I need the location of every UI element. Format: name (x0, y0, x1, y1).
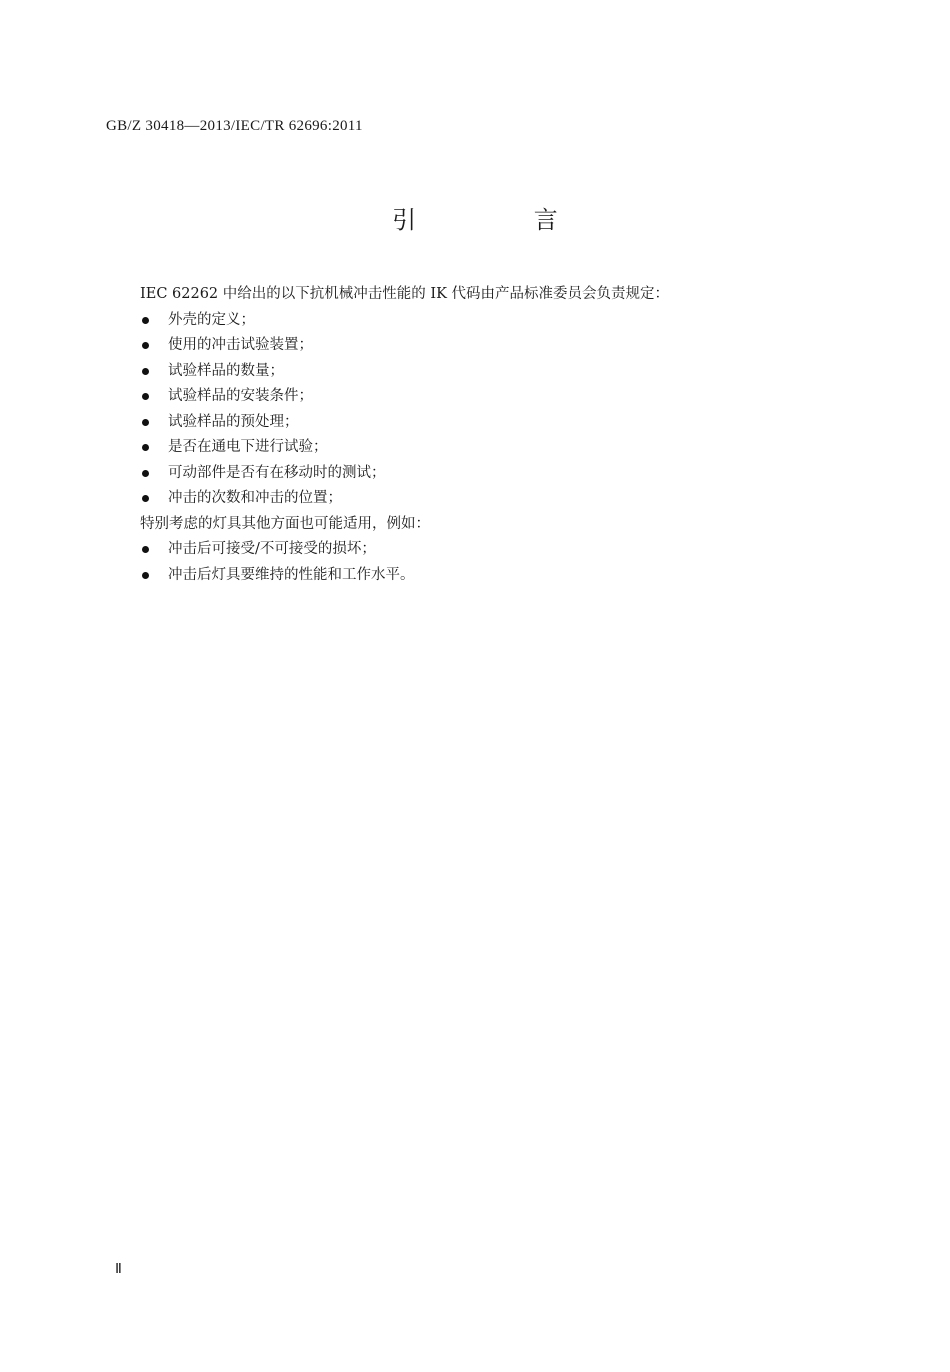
luminaire-aspects-list (140, 537, 780, 588)
document-code-header: GB/Z 30418—2013/IEC/TR 62696:2011 (106, 118, 363, 134)
list-item-text: 冲击后可接受/不可接受的损坏； (168, 541, 376, 557)
bullet-icon (142, 495, 149, 502)
section-title: 引 言 (392, 206, 613, 234)
list-item-text: 是否在通电下进行试验； (168, 439, 328, 455)
intro-paragraph: IEC 62262 中给出的以下抗机械冲击性能的 IK 代码由产品标准委员会负责规定： (140, 286, 670, 302)
list-item (140, 563, 780, 589)
list-item (140, 359, 780, 385)
luminaire-aspects-paragraph: 特别考虑的灯具其他方面也可能适用，例如： (140, 515, 430, 532)
bullet-icon (142, 317, 149, 324)
list-item-text: 试验样品的预处理； (168, 413, 299, 430)
bullet-icon (142, 368, 149, 375)
list-item (140, 461, 780, 487)
ik-code-requirements-list (140, 308, 780, 512)
page-number: Ⅱ (115, 1262, 122, 1277)
bullet-icon (142, 546, 149, 553)
list-item-text: 外壳的定义； (168, 311, 255, 328)
list-item-text: 冲击的次数和冲击的位置； (168, 490, 342, 506)
list-item-text: 试验样品的安装条件； (168, 388, 313, 404)
bullet-icon (142, 393, 149, 400)
section-body (140, 282, 780, 588)
bullet-icon (142, 419, 149, 426)
bullet-icon (142, 572, 149, 579)
list-item-text: 冲击后灯具要维持的性能和工作水平。 (168, 566, 415, 583)
list-item (140, 537, 780, 563)
list-item (140, 486, 780, 512)
bullet-icon (142, 444, 149, 451)
list-item-text: 试验样品的数量； (168, 362, 284, 379)
list-item (140, 410, 780, 436)
bullet-icon (142, 342, 149, 349)
list-item (140, 333, 780, 359)
list-item-text: 可动部件是否有在移动时的测试； (168, 464, 386, 481)
list-item (140, 435, 780, 461)
list-item-text: 使用的冲击试验装置； (168, 337, 313, 353)
list-item (140, 384, 780, 410)
bullet-icon (142, 470, 149, 477)
list-item (140, 308, 780, 334)
